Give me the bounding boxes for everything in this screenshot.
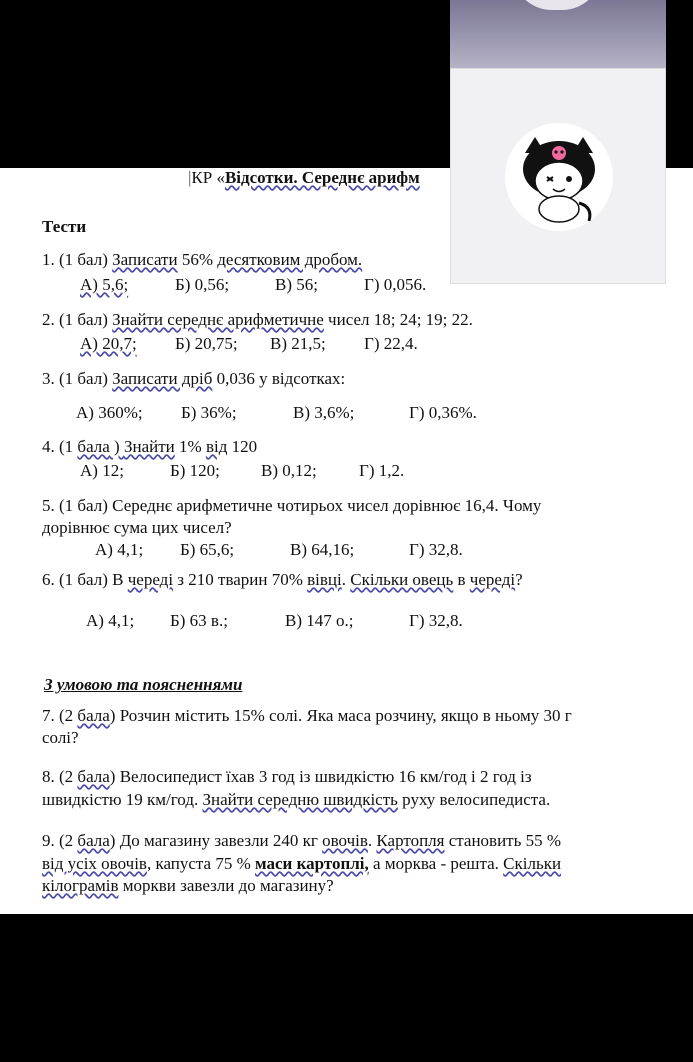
question-8-line-1: 8. (2 бала) Велосипедист їхав 3 год із швидкістю 16 км/год і 2 год із	[42, 767, 532, 786]
tests-heading: Тести	[42, 217, 87, 236]
question-9-line-2: від усіх овочів, капуста 75 % маси картоплі, а морква - решта. Скільки	[42, 854, 562, 873]
question-5-line-1: 5. (1 бал) Середнє арифметичне чотирьох чисел дорівнює 16,4. Чому	[42, 496, 542, 515]
q6-option-a: А) 4,1;	[86, 611, 135, 630]
q1-option-c: В) 56;	[275, 275, 318, 294]
q2-option-d: Г) 22,4.	[364, 334, 418, 353]
document-title: |КР «Відсотки. Середнє арифм	[188, 168, 420, 187]
question-1: 1. (1 бал) Записати 56% десятковим дробом.	[42, 250, 363, 269]
q4-option-d: Г) 1,2.	[359, 461, 405, 480]
question-5-line-2: дорівнює сума цих чисел?	[42, 518, 232, 537]
q3-option-c: В) 3,6%;	[293, 403, 355, 422]
kuromi-avatar-icon	[505, 123, 613, 231]
q5-option-d: Г) 32,8.	[409, 540, 463, 559]
q5-option-a: А) 4,1;	[95, 540, 144, 559]
q3-option-b: Б) 36%;	[181, 403, 237, 422]
q5-option-b: Б) 65,6;	[180, 540, 235, 559]
question-6: 6. (1 бал) В череді з 210 тварин 70% вівці. Скільки овець в череді?	[42, 570, 523, 589]
remote-video-tile[interactable]	[450, 0, 666, 68]
remote-video-feed	[512, 0, 602, 10]
q4-option-a: А) 12;	[80, 461, 124, 480]
question-3: 3. (1 бал) Записати дріб 0,036 у відсотках:	[42, 369, 346, 388]
q1-option-d: Г) 0,056.	[364, 275, 427, 294]
user-avatar	[505, 123, 613, 231]
question-9-line-1: 9. (2 бала) До магазину завезли 240 кг овочів. Картопля становить 55 %	[42, 831, 562, 850]
q1-option-a: А) 5,6;	[80, 275, 129, 294]
q4-option-b: Б) 120;	[170, 461, 220, 480]
q2-option-a: А) 20,7;	[80, 334, 137, 353]
q3-option-a: А) 360%;	[76, 403, 143, 422]
question-4: 4. (1 бала ) Знайти 1% від 120	[42, 437, 258, 456]
q2-option-c: В) 21,5;	[270, 334, 326, 353]
q3-option-d: Г) 0,36%.	[409, 403, 477, 422]
q4-option-c: В) 0,12;	[261, 461, 317, 480]
q6-option-b: Б) 63 в.;	[170, 611, 228, 630]
question-2: 2. (1 бал) Знайти середнє арифметичне чисел 18; 24; 19; 22.	[42, 310, 473, 329]
q6-option-c: В) 147 о.;	[285, 611, 354, 630]
question-7-line-2: солі?	[42, 728, 79, 747]
question-7-line-1: 7. (2 бала) Розчин містить 15% солі. Яка маса розчину, якщо в ньому 30 г	[42, 706, 572, 725]
question-9-line-3: кілограмів моркви завезли до магазину?	[42, 876, 334, 895]
section-heading: З умовою та поясненнями	[44, 675, 243, 694]
q1-option-b: Б) 0,56;	[175, 275, 230, 294]
question-8-line-2: швидкістю 19 км/год. Знайти середню швидкість руху велосипедиста.	[42, 790, 551, 809]
q2-option-b: Б) 20,75;	[175, 334, 238, 353]
self-video-tile[interactable]	[450, 68, 666, 284]
q6-option-d: Г) 32,8.	[409, 611, 463, 630]
q5-option-c: В) 64,16;	[290, 540, 355, 559]
